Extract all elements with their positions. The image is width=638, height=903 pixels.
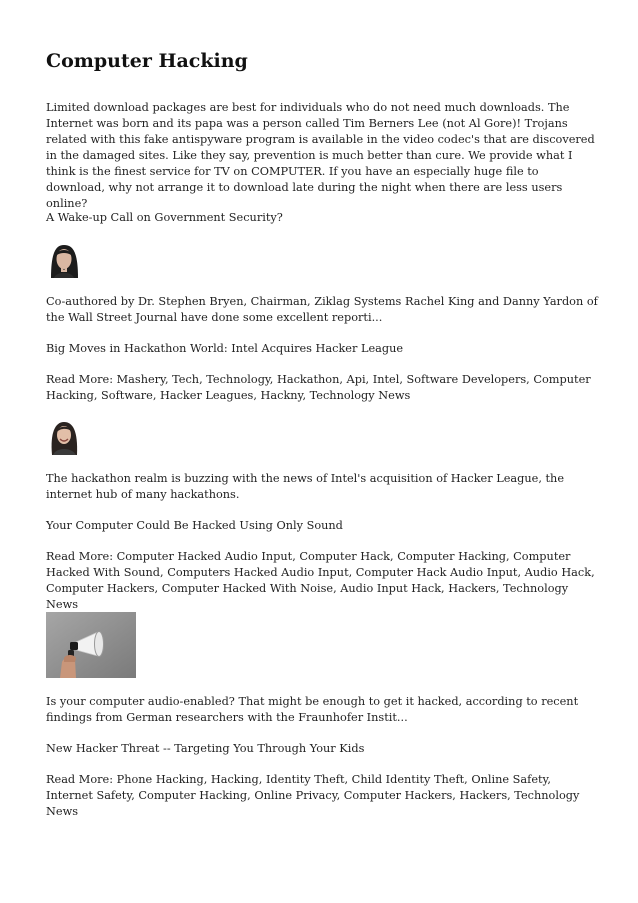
article-headline: Your Computer Could Be Hacked Using Only Sound — [46, 519, 343, 532]
intro-paragraph: Limited download packages are best for individuals who do not need much downloads. The Internet was born and its papa was a person called Tim Berners Lee (not Al Gore)! Trojans related with this fake antispyware program is available in the video codec's that are discovered in the damaged sites. Like they say, prevention is much better than cure. We provide what I think is the finest service for TV on COMPUTER. If you have an especially huge file to download, why not arrange it to download late during the night when there are less users online? — [46, 101, 595, 210]
woman-portrait-icon — [46, 242, 82, 278]
article-summary: Co-authored by Dr. Stephen Bryen, Chairman, Ziklag Systems Rachel King and Danny Yardon of the Wall Street Journal have done some excellent reporti... — [46, 295, 598, 324]
article-summary: Is your computer audio-enabled? That might be enough to get it hacked, according to recent findings from German researchers with the Fraunhofer Instit... — [46, 695, 579, 724]
read-more-tags: Read More: Mashery, Tech, Technology, Hackathon, Api, Intel, Software Developers, Computer Hacking, Software, Hacker Leagues, Hackny, Technology News — [46, 373, 591, 402]
article-summary: The hackathon realm is buzzing with the news of Intel's acquisition of Hacker League, the internet hub of many hackathons. — [46, 472, 565, 501]
read-more-tags: Read More: Phone Hacking, Hacking, Identity Theft, Child Identity Theft, Online Safety, Internet Safety, Computer Hacking, Online Privacy, Computer Hackers, Hackers, Technology News — [46, 773, 580, 818]
article-headline: A Wake-up Call on Government Security? — [46, 211, 283, 224]
megaphone-icon — [46, 612, 136, 678]
article-headline: New Hacker Threat -- Targeting You Through Your Kids — [46, 742, 365, 755]
article-headline: Big Moves in Hackathon World: Intel Acquires Hacker League — [46, 342, 404, 355]
smiling-woman-portrait-icon — [46, 419, 82, 455]
read-more-tags: Read More: Computer Hacked Audio Input, Computer Hack, Computer Hacking, Computer Hacked With Sound, Computers Hacked Audio Input, Computer Hack Audio Input, Audio Hack, Computer Hackers, Computer Hacked With Noise, Audio Input Hack, Hackers, Technology News — [46, 550, 595, 611]
page-title: Computer Hacking — [46, 50, 248, 72]
